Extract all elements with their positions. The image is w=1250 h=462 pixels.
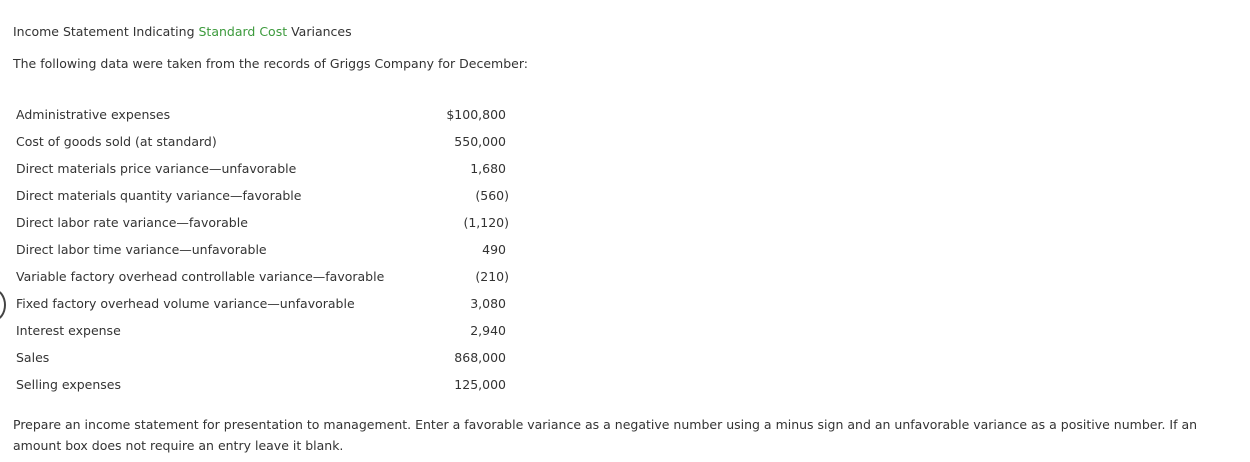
table-row [16, 155, 516, 182]
row-amount: 2,940 [470, 323, 506, 338]
table-row [16, 101, 516, 128]
table-row [16, 290, 516, 317]
row-amount: $100,800 [446, 107, 506, 122]
page-title [13, 23, 352, 41]
row-label: Cost of goods sold (at standard) [16, 134, 217, 149]
table-row [16, 128, 516, 155]
table-row [16, 263, 516, 290]
row-amount: 868,000 [454, 350, 506, 365]
row-label: Direct labor rate variance—favorable [16, 215, 248, 230]
row-amount: 1,680 [470, 161, 506, 176]
row-label: Sales [16, 350, 50, 365]
row-amount: (1,120) [463, 215, 509, 230]
row-label: Direct materials quantity variance—favorable [16, 188, 302, 203]
row-amount: 3,080 [470, 296, 506, 311]
row-label: Direct labor time variance—unfavorable [16, 242, 267, 257]
table-row [16, 344, 516, 371]
row-label: Selling expenses [16, 377, 122, 392]
title-prefix: Income Statement Indicating [13, 24, 199, 39]
title-suffix: Variances [287, 24, 352, 39]
table-row [16, 371, 516, 398]
row-amount: (210) [475, 269, 509, 284]
row-label: Interest expense [16, 323, 121, 338]
table-row [16, 209, 516, 236]
row-amount: 125,000 [454, 377, 506, 392]
table-row [16, 317, 516, 344]
side-circle-marker [0, 289, 6, 321]
standard-cost-link[interactable]: Standard Cost [198, 24, 288, 39]
data-table [16, 101, 516, 398]
instructions-text: Prepare an income statement for presentation to management. Enter a favorable variance as a negative number using a minus sign and an unfavorable variance as a positive number. If an amount box does not require an entry leave it blank. [13, 417, 1198, 453]
row-label: Variable factory overhead controllable variance—favorable [16, 269, 385, 284]
row-amount: (560) [475, 188, 509, 203]
row-amount: 550,000 [454, 134, 506, 149]
row-label: Administrative expenses [16, 107, 171, 122]
row-label: Fixed factory overhead volume variance—unfavorable [16, 296, 355, 311]
intro-text: The following data were taken from the records of Griggs Company for December: [13, 56, 528, 71]
table-row [16, 182, 516, 209]
table-row [16, 236, 516, 263]
row-amount: 490 [482, 242, 506, 257]
row-label: Direct materials price variance—unfavorable [16, 161, 297, 176]
